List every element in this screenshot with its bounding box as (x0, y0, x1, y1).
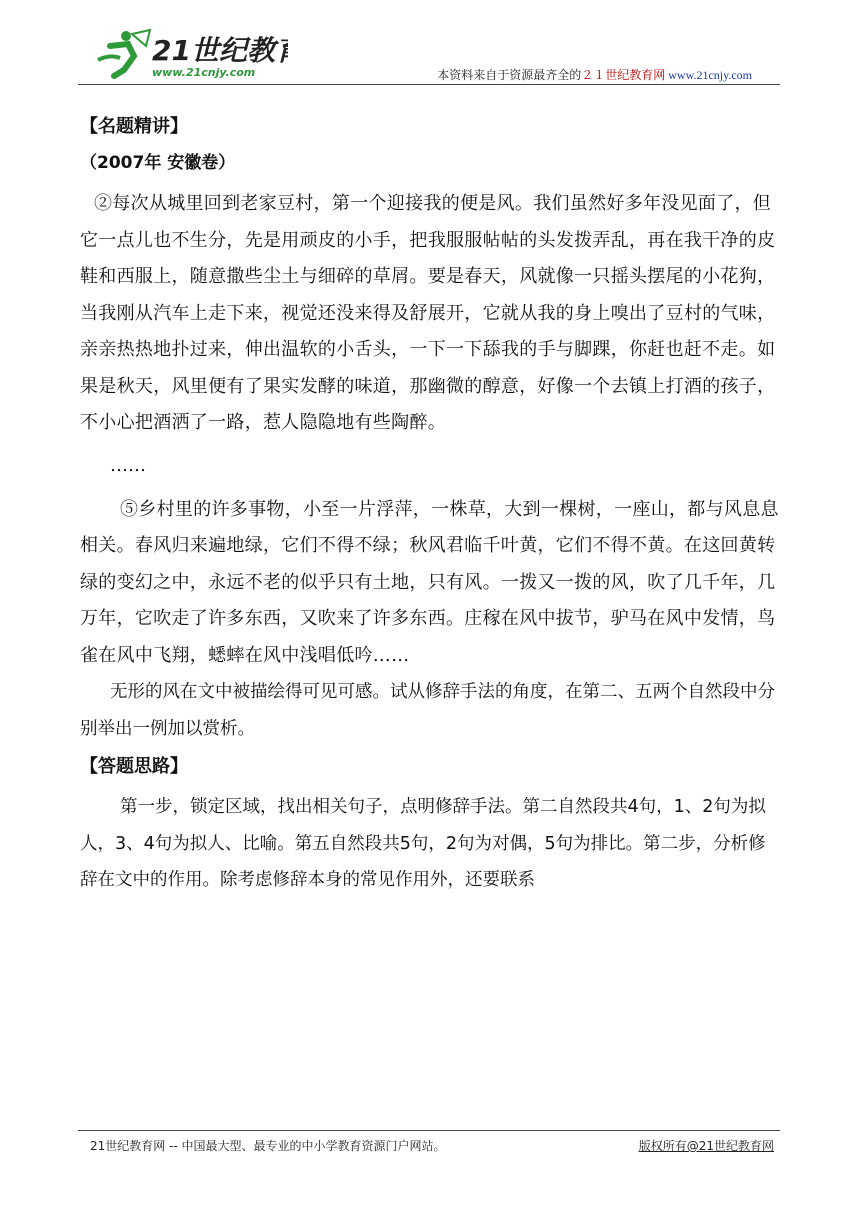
logo-url: www.21cnjy.com (152, 66, 256, 79)
runner-body-icon (110, 44, 134, 76)
header-divider (78, 84, 780, 85)
passage-ellipsis: …… (110, 454, 146, 476)
header-note-highlight: ２１世纪教育网 (581, 68, 666, 82)
question-text: 无形的风在文中被描绘得可见可感。试从修辞手法的角度，在第二、五两个自然段中分别举出一例加以赏析。 (80, 682, 775, 739)
runner-arm-icon (98, 56, 120, 60)
footer-copyright-link[interactable]: 版权所有@21世纪教育网 (638, 1139, 774, 1153)
logo-text: 21世纪教育 (152, 34, 288, 67)
site-logo (88, 24, 288, 86)
passage-paragraph-5: ⑤乡村里的许多事物，小至一片浮萍，一株草，大到一棵树，一座山，都与风息息相关。春风归来遍地绿，它们不得不绿；秋风君临千叶黄，它们不得不黄。在这回黄转绿的变幻之中，永远不老的似乎只有土地，只有风。一拨又一拨的风，吹了几千年，几万年，它吹走了许多东西，又吹来了许多东西。庄稼在风中拔节，驴马在风中发情，鸟雀在风中飞翔，蟋蟀在风中浅唱低吟…… (80, 498, 779, 666)
section-heading-famous-questions: 【名题精讲】 (80, 116, 188, 137)
header-note-prefix: 本资料来自于资源最齐全的 (437, 68, 582, 82)
question-source: （2007年 安徽卷） (80, 153, 236, 173)
header-note (437, 66, 752, 83)
logo-graphic (88, 24, 288, 86)
section-heading-answer-approach: 【答题思路】 (80, 756, 188, 777)
footer-tagline: 21世纪教育网 -- 中国最大型、最专业的中小学教育资源门户网站。 (90, 1139, 446, 1153)
footer-divider (78, 1130, 780, 1131)
document-body (80, 112, 782, 899)
answer-steps: 第一步，锁定区域，找出相关句子，点明修辞手法。第二自然段共4句，1、2句为拟人，3、4句为拟人、比喻。第五自然段共5句，2句为对偶，5句为排比。第二步，分析修辞在文中的作用。除考虑修辞本身的常见作用外，还要联系 (80, 797, 766, 890)
runner-head-icon (121, 31, 131, 41)
header-note-url[interactable]: www.21cnjy.com (668, 68, 752, 82)
book-icon (132, 30, 150, 46)
passage-paragraph-2: ②每次从城里回到老家豆村，第一个迎接我的便是风。我们虽然好多年没见面了，但它一点儿也不生分，先是用顽皮的小手，把我服服帖帖的头发拨弄乱，再在我干净的皮鞋和西服上，随意撒些尘土与细碎的草屑。要是春天，风就像一只摇头摆尾的小花狗，当我刚从汽车上走下来，视觉还没来得及舒展开，它就从我的身上嗅出了豆村的气味，亲亲热热地扑过来，伸出温软的小舌头，一下一下舔我的手与脚踝，你赶也赶不走。如果是秋天，风里便有了果实发酵的味道，那幽微的醇意，好像一个去镇上打酒的孩子，不小心把酒洒了一路，惹人隐隐地有些陶醉。 (80, 193, 776, 433)
